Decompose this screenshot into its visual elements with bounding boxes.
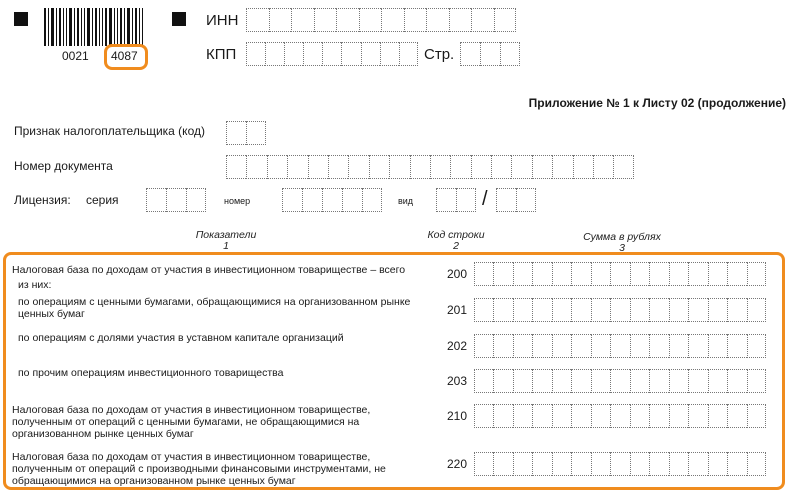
row-201-label: по операциям с ценными бумагами, обращающимися на организованном рынке ценных бумаг [18,296,411,320]
row-203-code: 203 [447,374,468,388]
corner-marker-right [172,12,186,26]
kpp-label: КПП [206,46,237,63]
row-of-which-label: из них: [18,279,52,291]
page-title: Приложение № 1 к Листу 02 (продолжение) [528,96,786,110]
page-label: Стр. [424,46,455,63]
license-type-label: вид [398,196,414,206]
license-number-label: номер [224,196,251,206]
inn-label: ИНН [206,12,239,29]
license-label: Лицензия: [14,193,71,207]
page-field[interactable] [460,42,520,66]
col-header-amount: Сумма в рублях 3 [583,231,661,254]
col-header-code: Код строки 2 [427,229,485,252]
barcode [44,8,148,46]
taxpayer-sign-field[interactable] [226,121,266,145]
row-210-code: 210 [447,409,468,423]
inn-field[interactable] [246,8,516,32]
row-210-amount[interactable] [474,404,766,428]
license-type-field-2[interactable] [496,188,536,212]
row-210-label: Налоговая база по доходам от участия в инвестиционном товариществе, полученным от операций с ценными бумагами, не обращающимися на организованном рынке ценных бумаг [12,404,371,440]
row-220-label: Налоговая база по доходам от участия в инвестиционном товариществе, полученным от операций с производными финансовыми инструментами, не обращающимися на организованном рынке ценных бумаг [12,451,386,487]
barcode-number-left: 0021 [62,49,89,63]
row-202-amount[interactable] [474,334,766,358]
license-series-label: серия [86,193,119,207]
row-200-label: Налоговая база по доходам от участия в инвестиционном товариществе – всего [12,264,406,276]
doc-number-label: Номер документа [14,159,113,173]
col-header-indicators: Показатели 1 [195,229,257,252]
row-201-amount[interactable] [474,298,766,322]
license-type-field-1[interactable] [436,188,476,212]
corner-marker-left [14,12,28,26]
doc-number-field[interactable] [226,155,634,179]
row-201-code: 201 [447,303,468,317]
row-203-label: по прочим операциям инвестиционного товарищества [18,367,284,379]
license-slash: / [482,188,488,210]
row-202-label: по операциям с долями участия в уставном капитале организаций [18,332,344,344]
kpp-field[interactable] [246,42,418,66]
taxpayer-sign-label: Признак налогоплательщика (код) [14,124,205,138]
row-203-amount[interactable] [474,369,766,393]
row-202-code: 202 [447,339,468,353]
row-200-amount[interactable] [474,262,766,286]
barcode-number-right: 4087 [111,49,138,63]
license-series-field[interactable] [146,188,206,212]
row-200-code: 200 [447,267,468,281]
row-220-code: 220 [447,457,468,471]
row-220-amount[interactable] [474,452,766,476]
license-number-field[interactable] [282,188,382,212]
